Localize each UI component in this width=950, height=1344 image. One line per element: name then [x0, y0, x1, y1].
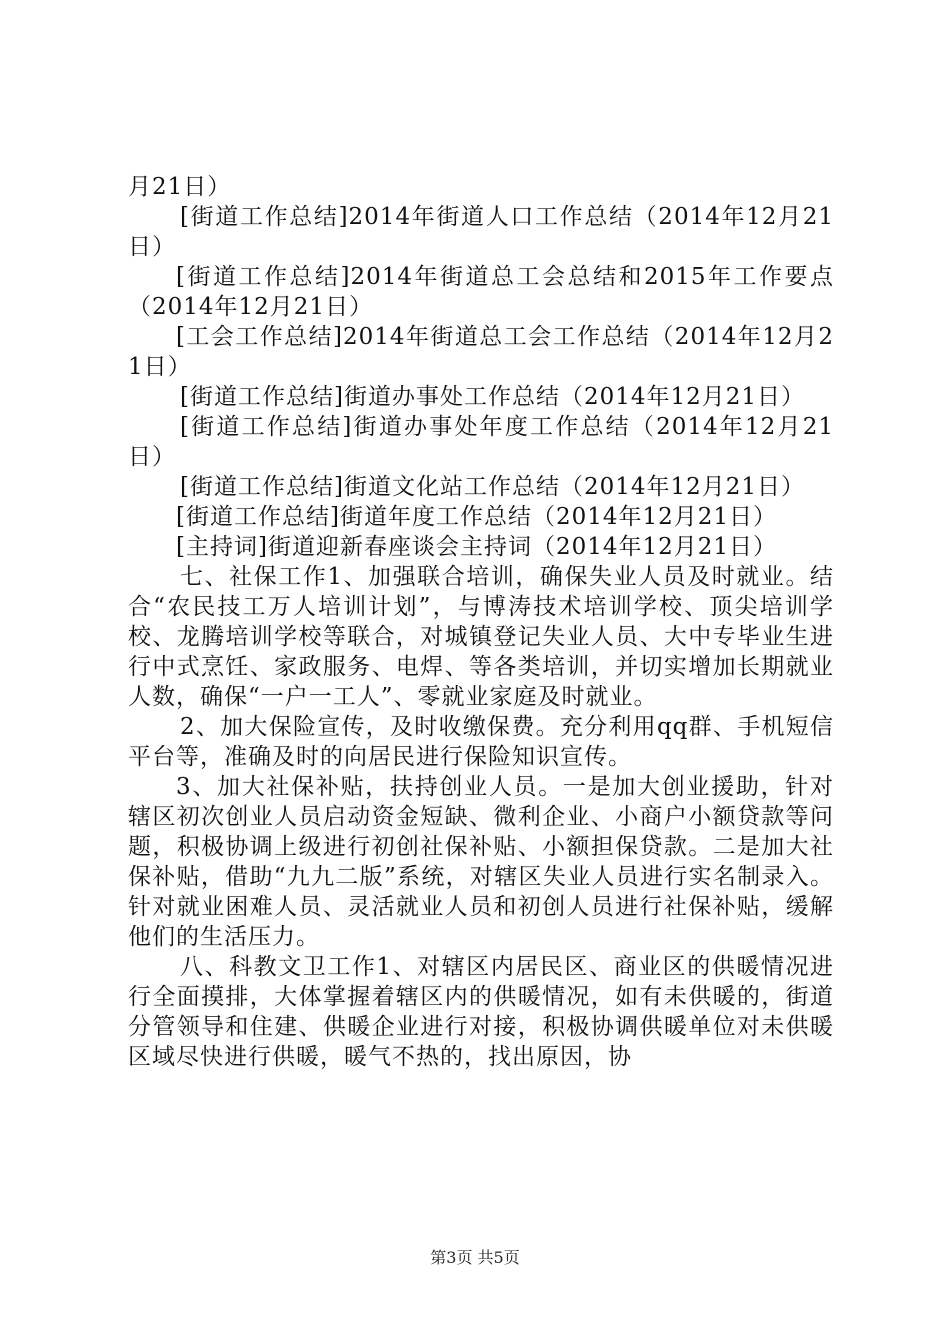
paragraph-list-item: [街道工作总结]2014年街道人口工作总结（2014年12月21日） — [128, 204, 834, 260]
paragraph-list-item: [街道工作总结]街道文化站工作总结（2014年12月21日） — [180, 474, 806, 500]
paragraph-body: 2、加大保险宣传，及时收缴保费。充分利用qq群、手机短信平台等，准确及时的向居民进行保险知识宣传。 — [128, 714, 834, 770]
paragraph-list-item: [工会工作总结]2014年街道总工会工作总结（2014年12月21日） — [128, 324, 834, 380]
paragraph-list-item: [主持词]街道迎新春座谈会主持词（2014年12月21日） — [176, 534, 778, 560]
page-number: 第3页 共5页 — [430, 1248, 520, 1267]
page-footer — [0, 1245, 950, 1268]
paragraph-body: 七、社保工作1、加强联合培训，确保失业人员及时就业。结合“农民技工万人培训计划”，与博涛技术培训学校、顶尖培训学校、龙腾培训学校等联合，对城镇登记失业人员、大中专毕业生进行中式烹饪、家政服务、电焊、等各类培训，并切实增加长期就业人数，确保“一户一工人”、零就业家庭及时就业。 — [128, 564, 834, 710]
paragraph-list-item: [街道工作总结]街道办事处年度工作总结（2014年12月21日） — [128, 414, 834, 470]
paragraph-continuation: 月21日） — [128, 174, 232, 200]
paragraph-list-item: [街道工作总结]2014年街道总工会总结和2015年工作要点（2014年12月21日） — [128, 264, 834, 320]
paragraph-list-item: [街道工作总结]街道办事处工作总结（2014年12月21日） — [180, 384, 806, 410]
paragraph-body: 八、科教文卫工作1、对辖区内居民区、商业区的供暖情况进行全面摸排，大体掌握着辖区内的供暖情况，如有未供暖的，街道分管领导和住建、供暖企业进行对接，积极协调供暖单位对未供暖区域尽快进行供暖，暖气不热的，找出原因，协 — [128, 954, 834, 1070]
document-body — [128, 172, 834, 1072]
paragraph-list-item: [街道工作总结]街道年度工作总结（2014年12月21日） — [176, 504, 778, 530]
paragraph-body: 3、加大社保补贴，扶持创业人员。一是加大创业援助，针对辖区初次创业人员启动资金短缺、微利企业、小商户小额贷款等问题，积极协调上级进行初创社保补贴、小额担保贷款。二是加大社保补贴，借助“九九二版”系统，对辖区失业人员进行实名制录入。针对就业困难人员、灵活就业人员和初创人员进行社保补贴，缓解他们的生活压力。 — [128, 774, 834, 950]
